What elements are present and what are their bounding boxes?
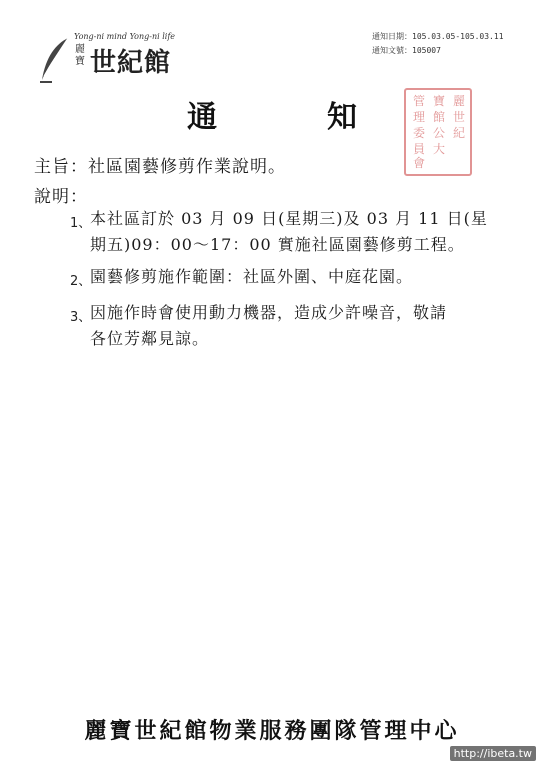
- notice-doc-number: 通知文號：105007: [372, 46, 441, 55]
- item-line: 期五)09：00～17：00 實施社區園藝修剪工程。: [90, 235, 465, 254]
- quill-icon: [38, 36, 72, 86]
- notice-meta: [372, 30, 504, 58]
- notice-date: 通知日期：105.03.05-105.03.11: [372, 32, 504, 41]
- watermark: http://ibeta.tw: [450, 746, 536, 761]
- logo-tagline: Yong-ni mind Yong-ni life: [74, 32, 176, 41]
- list-item: [90, 206, 488, 258]
- seal-char: 大: [432, 142, 445, 156]
- item-number: 3、: [70, 310, 92, 325]
- seal-char: 會: [412, 156, 425, 170]
- seal-char: 紀: [452, 126, 465, 140]
- list-item: [90, 264, 413, 290]
- list-item: [90, 300, 447, 352]
- item-number: 2、: [70, 274, 92, 289]
- seal-char: 理: [412, 110, 425, 124]
- seal-char: 麗: [452, 94, 465, 108]
- seal-char: 員: [412, 142, 425, 156]
- seal-char: 館: [432, 110, 445, 124]
- seal-char: 委: [412, 126, 425, 140]
- logo: [38, 32, 178, 90]
- seal-char: 管: [412, 94, 425, 108]
- seal-char: 公: [432, 126, 445, 140]
- seal-char: 世: [452, 110, 465, 124]
- logo-big-text: 世紀館: [90, 48, 172, 78]
- seal-char: 寶: [432, 94, 445, 108]
- subject-line: 主旨：社區園藝修剪作業說明。: [34, 157, 286, 177]
- item-line: 因施作時會使用動力機器，造成少許噪音，敬請: [90, 303, 448, 322]
- explanation-label: 說明：: [34, 187, 88, 207]
- page-title: 通 知: [187, 100, 397, 135]
- issuer-footer: 麗寶世紀館物業服務團隊管理中心: [84, 718, 460, 744]
- item-line: 園藝修剪施作範圍：社區外圍、中庭花園。: [90, 267, 414, 286]
- item-line: 各位芳鄰見諒。: [90, 329, 210, 348]
- logo-small-text: 麗寶: [75, 44, 85, 67]
- item-line: 本社區訂於 03 月 09 日(星期三)及 03 月 11 日(星: [90, 209, 488, 228]
- item-number: 1、: [70, 216, 92, 231]
